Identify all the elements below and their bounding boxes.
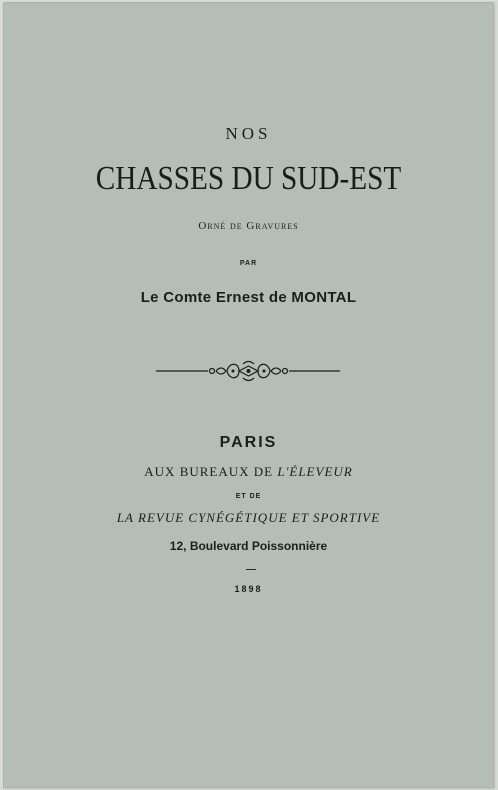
par-label: PAR [239, 260, 258, 267]
publisher-line-1 [3, 464, 494, 480]
title-page [3, 2, 494, 788]
author-name: Le Comte Ernest de MONTAL [140, 289, 357, 306]
publication-year: 1898 [234, 584, 263, 594]
publisher-line-2: LA REVUE CYNÉGÉTIQUE ET SPORTIVE [116, 510, 381, 525]
et-de-label: ET DE [235, 493, 262, 500]
city-paris: PARIS [219, 434, 278, 451]
subtitle: Orné de Gravures [198, 220, 299, 232]
title-line-nos: NOS [225, 124, 272, 143]
decorative-scroll-divider-icon [3, 356, 494, 386]
publisher-journal-name: L'ÉLEVEUR [277, 464, 353, 479]
short-rule-divider [246, 569, 256, 570]
main-title: CHASSES DU SUD-EST [95, 160, 402, 197]
publisher-prefix: AUX BUREAUX DE [144, 464, 278, 479]
publisher-address: 12, Boulevard Poissonnière [169, 539, 328, 553]
